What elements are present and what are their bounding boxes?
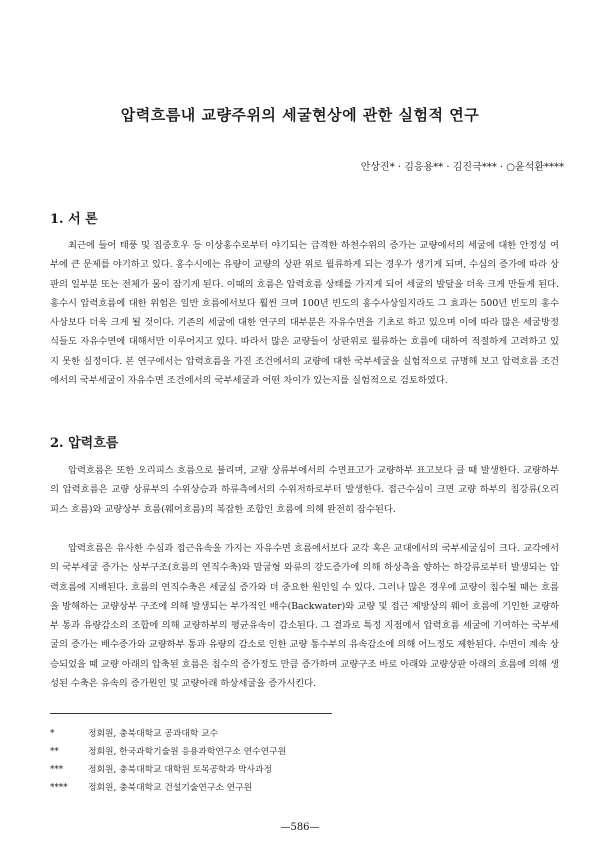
footnote-text: 정회원, 충북대학교 건설기술연구소 연구원 [88, 783, 253, 793]
section-heading-pressure-flow: 2. 압력흐름 [50, 436, 119, 451]
footnote [50, 728, 218, 741]
section-heading-introduction: 1. 서 론 [50, 212, 98, 227]
pressure-flow-paragraph-2: 압력흐름은 유사한 수심과 접근유속을 가지는 자유수면 흐름에서보다 교각 혹은 교대에서의 국부세굴심이 크다. 교각에서의 국부세굴 증가는 상부구조(흐름의 연직수축)와 말굽형 와류의 강도증가에 의해 하상측을 향하는 하강류로부터 발생되는 압력흐름에 지배된다. 흐름의 연직수축은 세굴심 증가와 더 중요한 원인일 수 있다. 그러나 많은 경우에 교량이 침수될 때는 흐름을 방해하는 교량상부 구조에 의해 발생되는 부가적인 배수(Backwater)와 교량 및 접근 제방상의 웨어 흐름에 기인한 교량하부 통과 유량감소의 조합에 의해 교량하부의 평균유속이 감소된다. 그 결과로 특정 지점에서 압력흐름 세굴에 기여하는 국부세굴의 증가는 배수증가와 교량하부 통과 유량의 감소로 인한 교량 통수부의 유속감소에 의해 어느정도 제한된다. 수면이 계속 상승되었을 때 교량 아래의 압축된 흐름은 침수의 증가정도 만큼 증가하며 교량구조 바로 아래와 교량상판 아래의 흐름에 의해 생성된 수축은 유속의 증가원인 및 교량아래 하상세굴을 증가시킨다. [50, 543, 559, 690]
footnote-mark: **** [50, 783, 68, 793]
page-number: —586— [280, 822, 320, 833]
footnote-text: 정회원, 한국과학기술원 응용과학연구소 연수연구원 [88, 747, 287, 757]
footnote [50, 764, 272, 777]
footnote-text: 정회원, 충북대학교 대학원 토목공학과 박사과정 [88, 765, 272, 775]
footnote-mark: * [50, 729, 55, 739]
footnote [50, 782, 252, 795]
footnote-mark: *** [50, 765, 64, 775]
pressure-flow-paragraph-1: 압력흐름은 또한 오리피스 흐름으로 불리며, 교량 상류부에서의 수면표고가 교량하부 표고보다 클 때 발생한다. 교량하부의 압력흐름은 교량 상류부의 수위상승과 하류측에서의 수위저하로부터 발생한다. 접근수심이 크면 교량 하부의 침강류(오리피스 흐름)와 교량상부 흐름(웨어흐름)의 복잡한 조합인 흐름에 의해 완전히 잠수된다. [50, 465, 559, 515]
footnote [50, 746, 286, 759]
footnote-mark: ** [50, 747, 59, 757]
footnote-text: 정회원, 충북대학교 공과대학 교수 [88, 729, 219, 739]
footnote-divider [50, 713, 332, 714]
author-list: 안상진* · 김응용** · 김진극*** · ○윤석환**** [360, 162, 564, 173]
paper-title: 압력흐름내 교량주위의 세굴현상에 관한 실험적 연구 [120, 106, 480, 124]
introduction-paragraph: 최근에 들어 태풍 및 집중호우 등 이상홍수로부터 야기되는 급격한 하천수위의 증가는 교량에서의 세굴에 대한 안정성 여부에 큰 문제를 야기하고 있다. 홍수시에는 유량이 교량의 상판 위로 월류하게 되는 경우가 생기게 되며, 수심의 증가에 따라 상판의 일부분 또는 전체가 물이 잠기게 된다. 이때의 흐름은 압력흐름 상태를 가지게 되어 세굴의 발달을 더욱 크게 만들게 된다. 홍수시 압력흐름에 대한 위험은 일반 흐름에서보다 훨씬 크며 100년 빈도의 홍수사상일지라도 그 효과는 500년 빈도의 홍수사상보다 더욱 크게 될 것이다. 기존의 세굴에 대한 연구의 대부분은 자유수면을 기초로 하고 있으며 이에 따라 많은 세굴방정식들도 자유수면에 대해서만 이루어지고 있다. 따라서 많은 교량들이 상판위로 월류하는 흐름에 대하여 적절하게 고려하고 있지 못한 실정이다. 본 연구에서는 압력흐름을 가진 조건에서의 교량에 대한 국부세굴을 실험적으로 규명해 보고 압력흐름 조건에서의 국부세굴이 자유수면 조건에서의 국부세굴과 어떤 차이가 있는지를 실험적으로 검토하였다. [50, 240, 559, 387]
